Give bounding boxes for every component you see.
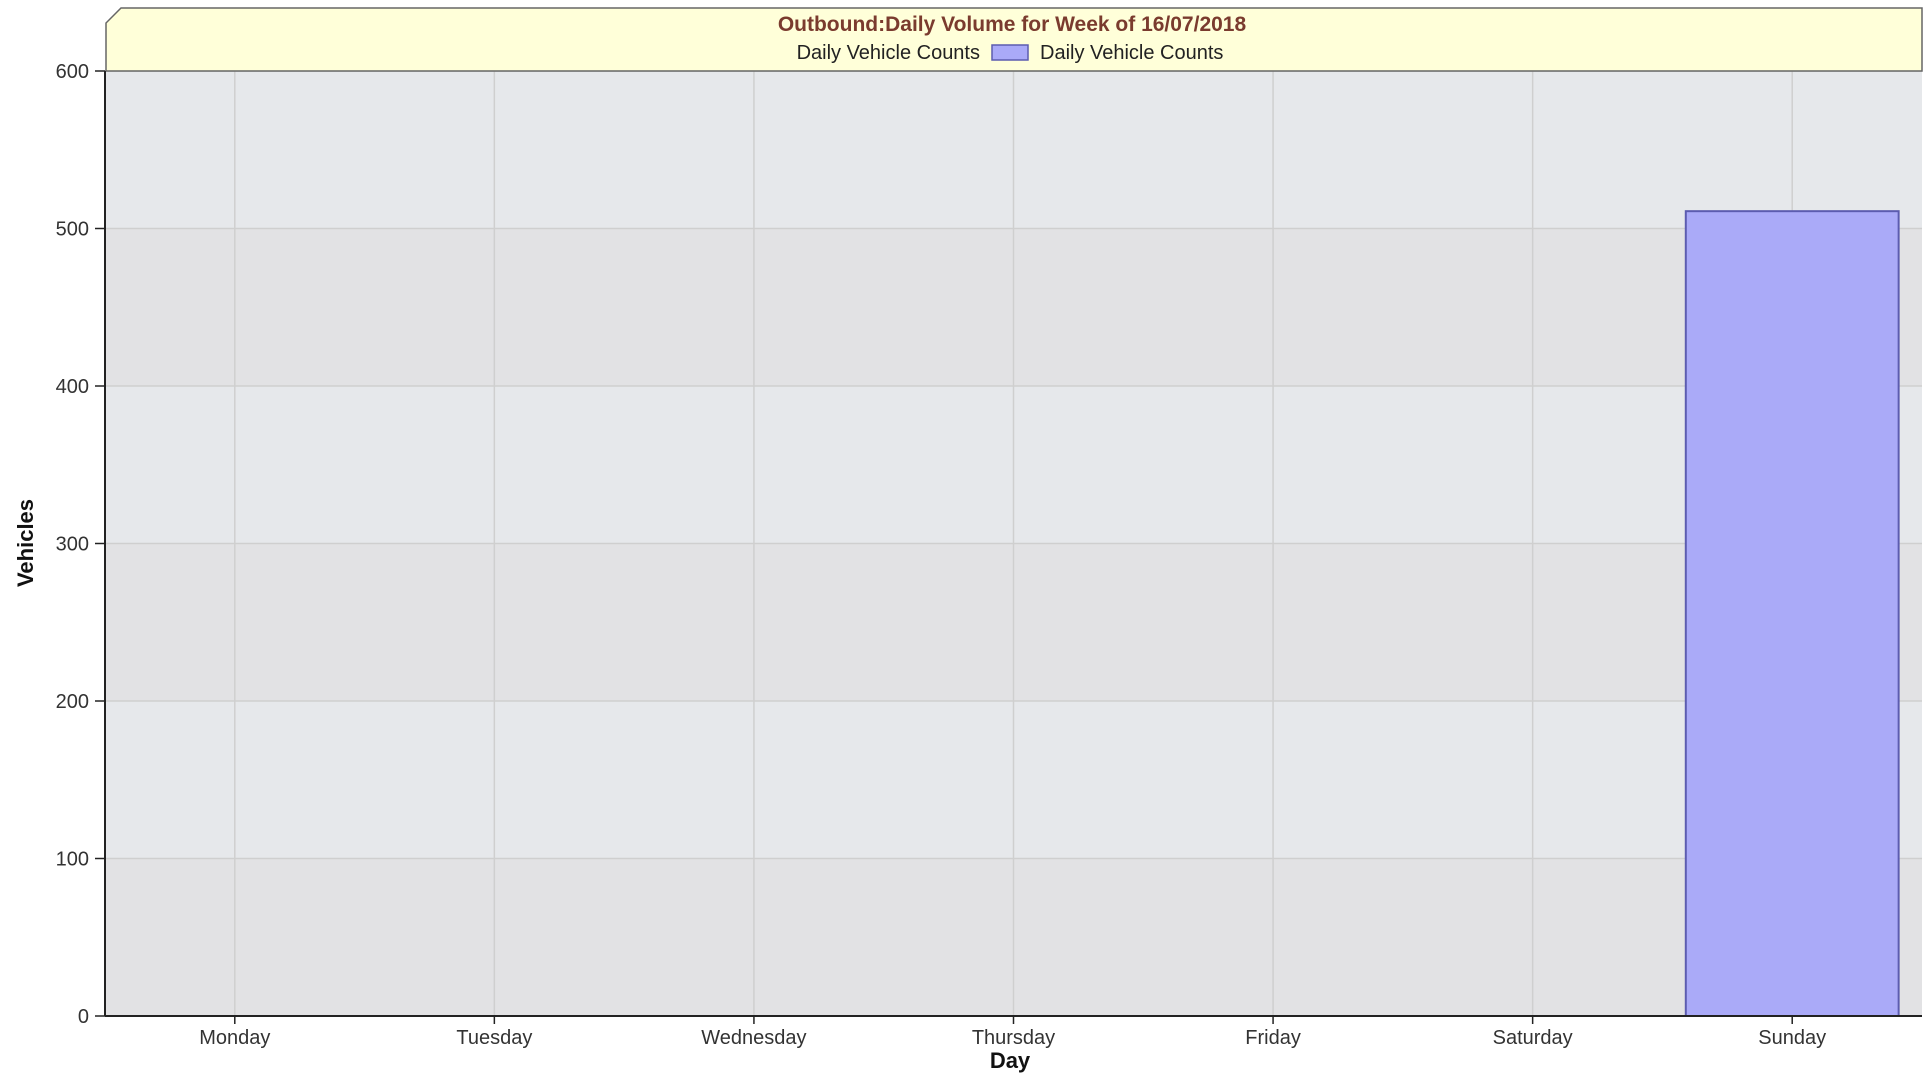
legend-header: Daily Vehicle Counts	[796, 42, 980, 64]
y-tick-label: 500	[55, 218, 89, 241]
y-axis-title: Vehicles	[13, 498, 38, 588]
y-axis-ticks	[56, 61, 105, 1028]
bar-series	[1686, 211, 1899, 1016]
x-axis-title: Day	[989, 1048, 1031, 1073]
y-tick-label: 100	[55, 848, 89, 871]
x-tick-label: Saturday	[1492, 1027, 1573, 1049]
y-tick-label: 200	[55, 691, 89, 713]
x-tick-label: Sunday	[1758, 1027, 1827, 1049]
y-tick-label: 400	[55, 376, 89, 398]
y-tick-label: 600	[55, 61, 89, 83]
x-tick-label: Wednesday	[701, 1027, 807, 1049]
y-tick-label: 300	[55, 533, 89, 556]
x-tick-label: Tuesday	[456, 1027, 533, 1049]
chart-header	[106, 8, 1922, 71]
x-axis-ticks	[199, 1016, 1826, 1049]
legend-label: Daily Vehicle Counts	[1040, 42, 1224, 64]
x-tick-label: Thursday	[971, 1027, 1056, 1049]
chart-title: Outbound:Daily Volume for Week of 16/07/2018	[777, 13, 1247, 36]
x-tick-label: Friday	[1245, 1027, 1301, 1049]
legend-swatch	[992, 45, 1028, 60]
x-tick-label: Monday	[199, 1027, 271, 1049]
bar-sunday	[1686, 211, 1899, 1016]
y-tick-label: 0	[77, 1006, 89, 1028]
